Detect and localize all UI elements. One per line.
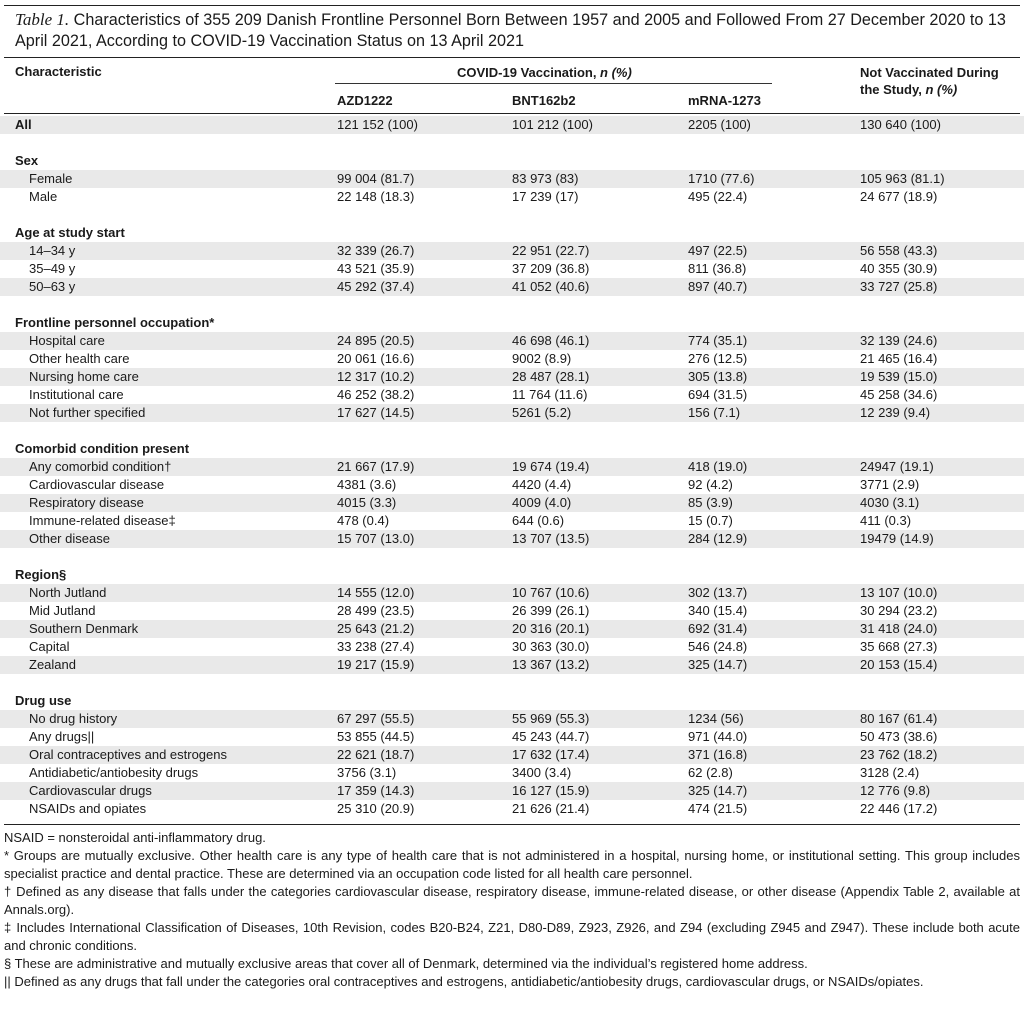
row-label: Southern Denmark [29,621,139,636]
not-vaccinated-line2 [860,81,999,98]
vaccination-group-rule [335,83,772,84]
cell-azd1222: 4015 (3.3) [337,495,397,510]
table-row [0,350,1024,368]
header-top-rule [4,57,1020,58]
cell-bnt162b2: 41 052 (40.6) [512,279,590,294]
cell-azd1222: 20 061 (16.6) [337,351,415,366]
section-header-row [0,440,1024,458]
footnote: NSAID = nonsteroidal anti-inflammatory drug. [4,830,266,845]
table-row [0,494,1024,512]
cell-bnt162b2: 17 239 (17) [512,189,579,204]
table-row [0,602,1024,620]
row-label: NSAIDs and opiates [29,801,147,816]
row-label: Respiratory disease [29,495,144,510]
cell-bnt162b2: 30 363 (30.0) [512,639,590,654]
table-row [0,458,1024,476]
cell-bnt162b2: 3400 (3.4) [512,765,572,780]
row-label: Immune-related disease‡ [29,513,176,528]
cell-bnt162b2: 45 243 (44.7) [512,729,590,744]
table-row [0,404,1024,422]
table-label: Table 1. [15,10,70,29]
row-label: Nursing home care [29,369,139,384]
footnote: † Defined as any disease that falls under the categories cardiovascular disease, respiratory disease, immune-related disease, or other disease (Appendix Table 2, available at Annals.org). [4,884,1020,918]
cell-not-vaccinated: 4030 (3.1) [860,495,920,510]
not-vaccinated-unit: n (%) [925,82,958,97]
cell-azd1222: 43 521 (35.9) [337,261,415,276]
row-label: Antidiabetic/antiobesity drugs [29,765,199,780]
cell-not-vaccinated: 30 294 (23.2) [860,603,938,618]
cell-azd1222: 99 004 (81.7) [337,171,415,186]
not-vaccinated-line1: Not Vaccinated During [860,65,999,80]
table-caption [15,9,1015,52]
cell-mrna1273: 694 (31.5) [688,387,748,402]
cell-azd1222: 32 339 (26.7) [337,243,415,258]
cell-azd1222: 17 627 (14.5) [337,405,415,420]
table-row [0,512,1024,530]
cell-bnt162b2: 13 707 (13.5) [512,531,590,546]
cell-not-vaccinated: 40 355 (30.9) [860,261,938,276]
cell-azd1222: 53 855 (44.5) [337,729,415,744]
cell-bnt162b2: 20 316 (20.1) [512,621,590,636]
table-row [0,386,1024,404]
row-label: Institutional care [29,387,124,402]
cell-not-vaccinated: 35 668 (27.3) [860,639,938,654]
cell-bnt162b2: 4009 (4.0) [512,495,572,510]
cell-azd1222: 478 (0.4) [337,513,390,528]
cell-bnt162b2: 10 767 (10.6) [512,585,590,600]
cell-bnt162b2: 17 632 (17.4) [512,747,590,762]
cell-mrna1273: 774 (35.1) [688,333,748,348]
table-row [0,530,1024,548]
cell-not-vaccinated: 12 776 (9.8) [860,783,931,798]
cell-mrna1273: 418 (19.0) [688,459,748,474]
table-row [0,800,1024,818]
cell-bnt162b2: 16 127 (15.9) [512,783,590,798]
cell-not-vaccinated: 105 963 (81.1) [860,171,945,186]
col-header-not-vaccinated [860,64,999,98]
table-row [0,746,1024,764]
cell-mrna1273: 497 (22.5) [688,243,748,258]
cell-mrna1273: 92 (4.2) [688,477,733,492]
table-title: Characteristics of 355 209 Danish Frontline Personnel Born Between 1957 and 2005 and Followed From 27 December 2020 to 13 April 2021, According to COVID-19 Vaccination Status on 13 April 2021 [15,11,1006,50]
row-label: Oral contraceptives and estrogens [29,747,227,762]
cell-bnt162b2: 22 951 (22.7) [512,243,590,258]
cell-not-vaccinated: 33 727 (25.8) [860,279,938,294]
vaccination-group-unit: n (%) [600,65,632,80]
table-row [0,710,1024,728]
row-label: 35–49 y [29,261,76,276]
col-header-azd1222: AZD1222 [337,93,393,108]
row-label: Mid Jutland [29,603,96,618]
cell-mrna1273: 474 (21.5) [688,801,748,816]
cell-bnt162b2: 19 674 (19.4) [512,459,590,474]
cell-bnt162b2: 26 399 (26.1) [512,603,590,618]
cell-mrna1273: 692 (31.4) [688,621,748,636]
cell-azd1222: 21 667 (17.9) [337,459,415,474]
cell-not-vaccinated: 24 677 (18.9) [860,189,938,204]
footnote: * Groups are mutually exclusive. Other health care is any type of health care that is not administered in a hospital, nursing home, or institutional setting. This group includes specialist practice and dental practice. These are determined via an occupation code listed for all health care personnel. [4,848,1020,882]
table-row [0,638,1024,656]
table-bottom-rule [4,824,1020,825]
table-row [0,278,1024,296]
cell-azd1222: 121 152 (100) [337,117,418,132]
section-label: Region§ [15,567,67,582]
row-label: Female [29,171,73,186]
row-label: Any comorbid condition† [29,459,172,474]
row-label: Any drugs|| [29,729,95,744]
cell-mrna1273: 1234 (56) [688,711,744,726]
cell-azd1222: 46 252 (38.2) [337,387,415,402]
cell-azd1222: 22 621 (18.7) [337,747,415,762]
cell-bnt162b2: 37 209 (36.8) [512,261,590,276]
cell-bnt162b2: 46 698 (46.1) [512,333,590,348]
cell-azd1222: 3756 (3.1) [337,765,397,780]
table-row [0,764,1024,782]
cell-bnt162b2: 9002 (8.9) [512,351,572,366]
cell-mrna1273: 156 (7.1) [688,405,741,420]
row-label: Cardiovascular drugs [29,783,152,798]
cell-bnt162b2: 55 969 (55.3) [512,711,590,726]
cell-not-vaccinated: 20 153 (15.4) [860,657,938,672]
cell-mrna1273: 371 (16.8) [688,747,748,762]
cell-mrna1273: 284 (12.9) [688,531,748,546]
cell-not-vaccinated: 19479 (14.9) [860,531,934,546]
cell-mrna1273: 325 (14.7) [688,783,748,798]
section-header-row [0,152,1024,170]
cell-mrna1273: 546 (24.8) [688,639,748,654]
cell-bnt162b2: 101 212 (100) [512,117,593,132]
row-label: Other health care [29,351,130,366]
cell-not-vaccinated: 13 107 (10.0) [860,585,938,600]
cell-bnt162b2: 21 626 (21.4) [512,801,590,816]
row-label: All [15,117,32,132]
table-row [0,242,1024,260]
cell-bnt162b2: 28 487 (28.1) [512,369,590,384]
cell-azd1222: 15 707 (13.0) [337,531,415,546]
cell-mrna1273: 897 (40.7) [688,279,748,294]
top-rule [4,5,1020,6]
table-row [0,188,1024,206]
cell-not-vaccinated: 130 640 (100) [860,117,941,132]
table-row [0,584,1024,602]
row-label: No drug history [29,711,118,726]
table-row [0,260,1024,278]
cell-mrna1273: 325 (14.7) [688,657,748,672]
cell-mrna1273: 62 (2.8) [688,765,733,780]
not-vaccinated-line2-text: the Study, [860,82,926,97]
cell-azd1222: 22 148 (18.3) [337,189,415,204]
col-header-mrna1273: mRNA-1273 [688,93,761,108]
cell-mrna1273: 811 (36.8) [688,261,747,276]
table-row [0,620,1024,638]
cell-not-vaccinated: 22 446 (17.2) [860,801,938,816]
row-label: Male [29,189,58,204]
row-label: Not further specified [29,405,146,420]
row-label: 50–63 y [29,279,76,294]
section-header-row [0,314,1024,332]
vaccination-group-label: COVID-19 Vaccination, [457,65,601,80]
section-label: Drug use [15,693,72,708]
col-header-bnt162b2: BNT162b2 [512,93,576,108]
col-group-header-vaccination [457,64,632,81]
section-header-row [0,692,1024,710]
section-label: Frontline personnel occupation* [15,315,215,330]
cell-azd1222: 19 217 (15.9) [337,657,415,672]
table-row [0,332,1024,350]
row-label: 14–34 y [29,243,76,258]
cell-mrna1273: 2205 (100) [688,117,751,132]
row-label: Other disease [29,531,110,546]
cell-azd1222: 25 310 (20.9) [337,801,415,816]
table-row [0,656,1024,674]
cell-not-vaccinated: 3128 (2.4) [860,765,920,780]
section-label: Sex [15,153,39,168]
cell-azd1222: 67 297 (55.5) [337,711,415,726]
table-row [0,368,1024,386]
cell-bnt162b2: 83 973 (83) [512,171,579,186]
row-label: Cardiovascular disease [29,477,165,492]
table-row [0,782,1024,800]
section-header-row [0,224,1024,242]
cell-not-vaccinated: 31 418 (24.0) [860,621,938,636]
cell-not-vaccinated: 411 (0.3) [860,513,912,528]
cell-not-vaccinated: 45 258 (34.6) [860,387,938,402]
table-row [0,728,1024,746]
cell-azd1222: 25 643 (21.2) [337,621,415,636]
table-row [0,476,1024,494]
section-label: Comorbid condition present [15,441,190,456]
section-label: Age at study start [15,225,125,240]
cell-mrna1273: 340 (15.4) [688,603,748,618]
cell-mrna1273: 302 (13.7) [688,585,748,600]
footnote: § These are administrative and mutually exclusive areas that cover all of Denmark, determined via the individual’s registered home address. [4,956,808,971]
cell-bnt162b2: 5261 (5.2) [512,405,572,420]
cell-not-vaccinated: 19 539 (15.0) [860,369,938,384]
cell-not-vaccinated: 23 762 (18.2) [860,747,938,762]
cell-not-vaccinated: 32 139 (24.6) [860,333,938,348]
cell-not-vaccinated: 80 167 (61.4) [860,711,938,726]
cell-not-vaccinated: 3771 (2.9) [860,477,920,492]
cell-bnt162b2: 4420 (4.4) [512,477,572,492]
row-label: North Jutland [29,585,107,600]
cell-azd1222: 24 895 (20.5) [337,333,415,348]
cell-azd1222: 28 499 (23.5) [337,603,415,618]
cell-not-vaccinated: 24947 (19.1) [860,459,934,474]
table-row [0,116,1024,134]
cell-mrna1273: 495 (22.4) [688,189,748,204]
cell-azd1222: 14 555 (12.0) [337,585,415,600]
footnote: ‡ Includes International Classification of Diseases, 10th Revision, codes B20-B24, Z21, D80-D89, Z923, Z926, and Z94 (excluding Z945 and Z947). These include both acute and chronic conditions. [4,920,1020,954]
cell-not-vaccinated: 56 558 (43.3) [860,243,938,258]
cell-mrna1273: 1710 (77.6) [688,171,755,186]
cell-azd1222: 12 317 (10.2) [337,369,415,384]
cell-mrna1273: 15 (0.7) [688,513,733,528]
cell-not-vaccinated: 50 473 (38.6) [860,729,938,744]
cell-mrna1273: 276 (12.5) [688,351,748,366]
row-label: Zealand [29,657,76,672]
cell-azd1222: 33 238 (27.4) [337,639,415,654]
row-label: Hospital care [29,333,105,348]
cell-bnt162b2: 644 (0.6) [512,513,565,528]
cell-bnt162b2: 11 764 (11.6) [512,387,588,402]
section-header-row [0,566,1024,584]
cell-mrna1273: 85 (3.9) [688,495,733,510]
table-row [0,170,1024,188]
cell-not-vaccinated: 12 239 (9.4) [860,405,931,420]
col-header-characteristic: Characteristic [15,64,102,79]
cell-bnt162b2: 13 367 (13.2) [512,657,590,672]
cell-mrna1273: 971 (44.0) [688,729,748,744]
cell-azd1222: 17 359 (14.3) [337,783,415,798]
row-label: Capital [29,639,70,654]
cell-azd1222: 4381 (3.6) [337,477,397,492]
cell-azd1222: 45 292 (37.4) [337,279,415,294]
cell-mrna1273: 305 (13.8) [688,369,748,384]
cell-not-vaccinated: 21 465 (16.4) [860,351,938,366]
footnote: || Defined as any drugs that fall under the categories oral contraceptives and estrogens, antidiabetic/antiobesity drugs, cardiovascular drugs, or NSAIDs/opiates. [4,974,924,989]
header-bottom-rule [4,113,1020,114]
